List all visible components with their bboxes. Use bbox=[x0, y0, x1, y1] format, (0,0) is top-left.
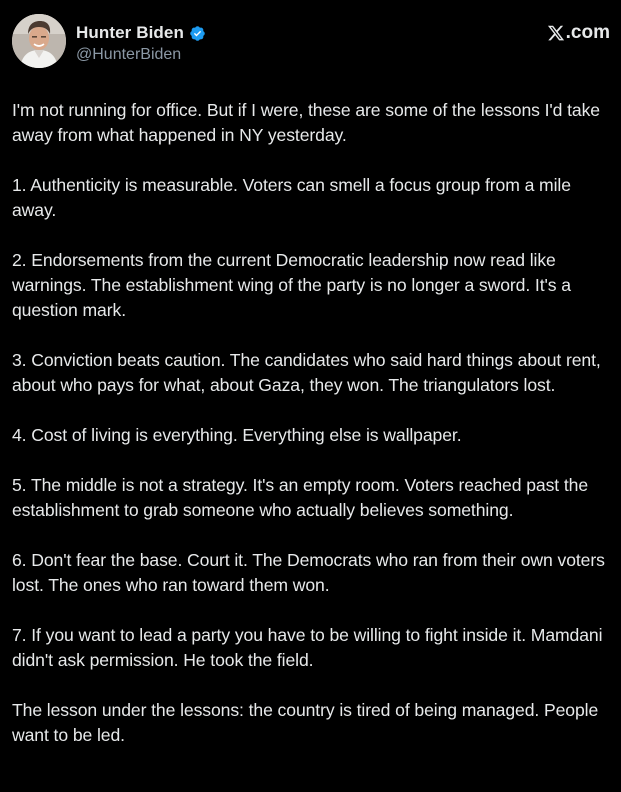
brand-domain-label: .com bbox=[565, 22, 610, 43]
author-display-name[interactable]: Hunter Biden bbox=[76, 23, 184, 42]
display-name-row bbox=[76, 22, 206, 44]
post-paragraph-5: 5. The middle is not a strategy. It's an empty room. Voters reached past the establishment to grab someone who actually believes something. bbox=[12, 475, 589, 520]
verified-badge-icon bbox=[189, 25, 206, 42]
author-names bbox=[76, 22, 206, 64]
post-paragraph-intro: I'm not running for office. But if I were, these are some of the lessons I'd take away from what happened in NY yesterday. bbox=[12, 100, 600, 145]
profile-photo bbox=[12, 14, 66, 68]
x-logo-icon bbox=[547, 24, 565, 42]
post-paragraph-1: 1. Authenticity is measurable. Voters can smell a focus group from a mile away. bbox=[12, 175, 571, 220]
post-paragraph-2: 2. Endorsements from the current Democratic leadership now read like warnings. The establishment wing of the party is no longer a sword. It's a question mark. bbox=[12, 250, 571, 320]
post-body bbox=[12, 98, 616, 773]
post-paragraph-4: 4. Cost of living is everything. Everything else is wallpaper. bbox=[12, 425, 462, 445]
author-avatar[interactable] bbox=[12, 14, 66, 68]
post-paragraph-6: 6. Don't fear the base. Court it. The Democrats who ran from their own voters lost. The ones who ran toward them won. bbox=[12, 550, 605, 595]
post-paragraph-3: 3. Conviction beats caution. The candidates who said hard things about rent, about who pays for what, about Gaza, they won. The triangulators lost. bbox=[12, 350, 601, 395]
x-brand[interactable] bbox=[547, 22, 610, 44]
post-paragraph-conclusion: The lesson under the lessons: the country is tired of being managed. People want to be led. bbox=[12, 700, 599, 745]
post-paragraph-7: 7. If you want to lead a party you have to be willing to fight inside it. Mamdani didn't ask permission. He took the field. bbox=[12, 625, 603, 670]
author-handle[interactable]: @HunterBiden bbox=[76, 46, 182, 63]
post-header bbox=[12, 14, 611, 72]
